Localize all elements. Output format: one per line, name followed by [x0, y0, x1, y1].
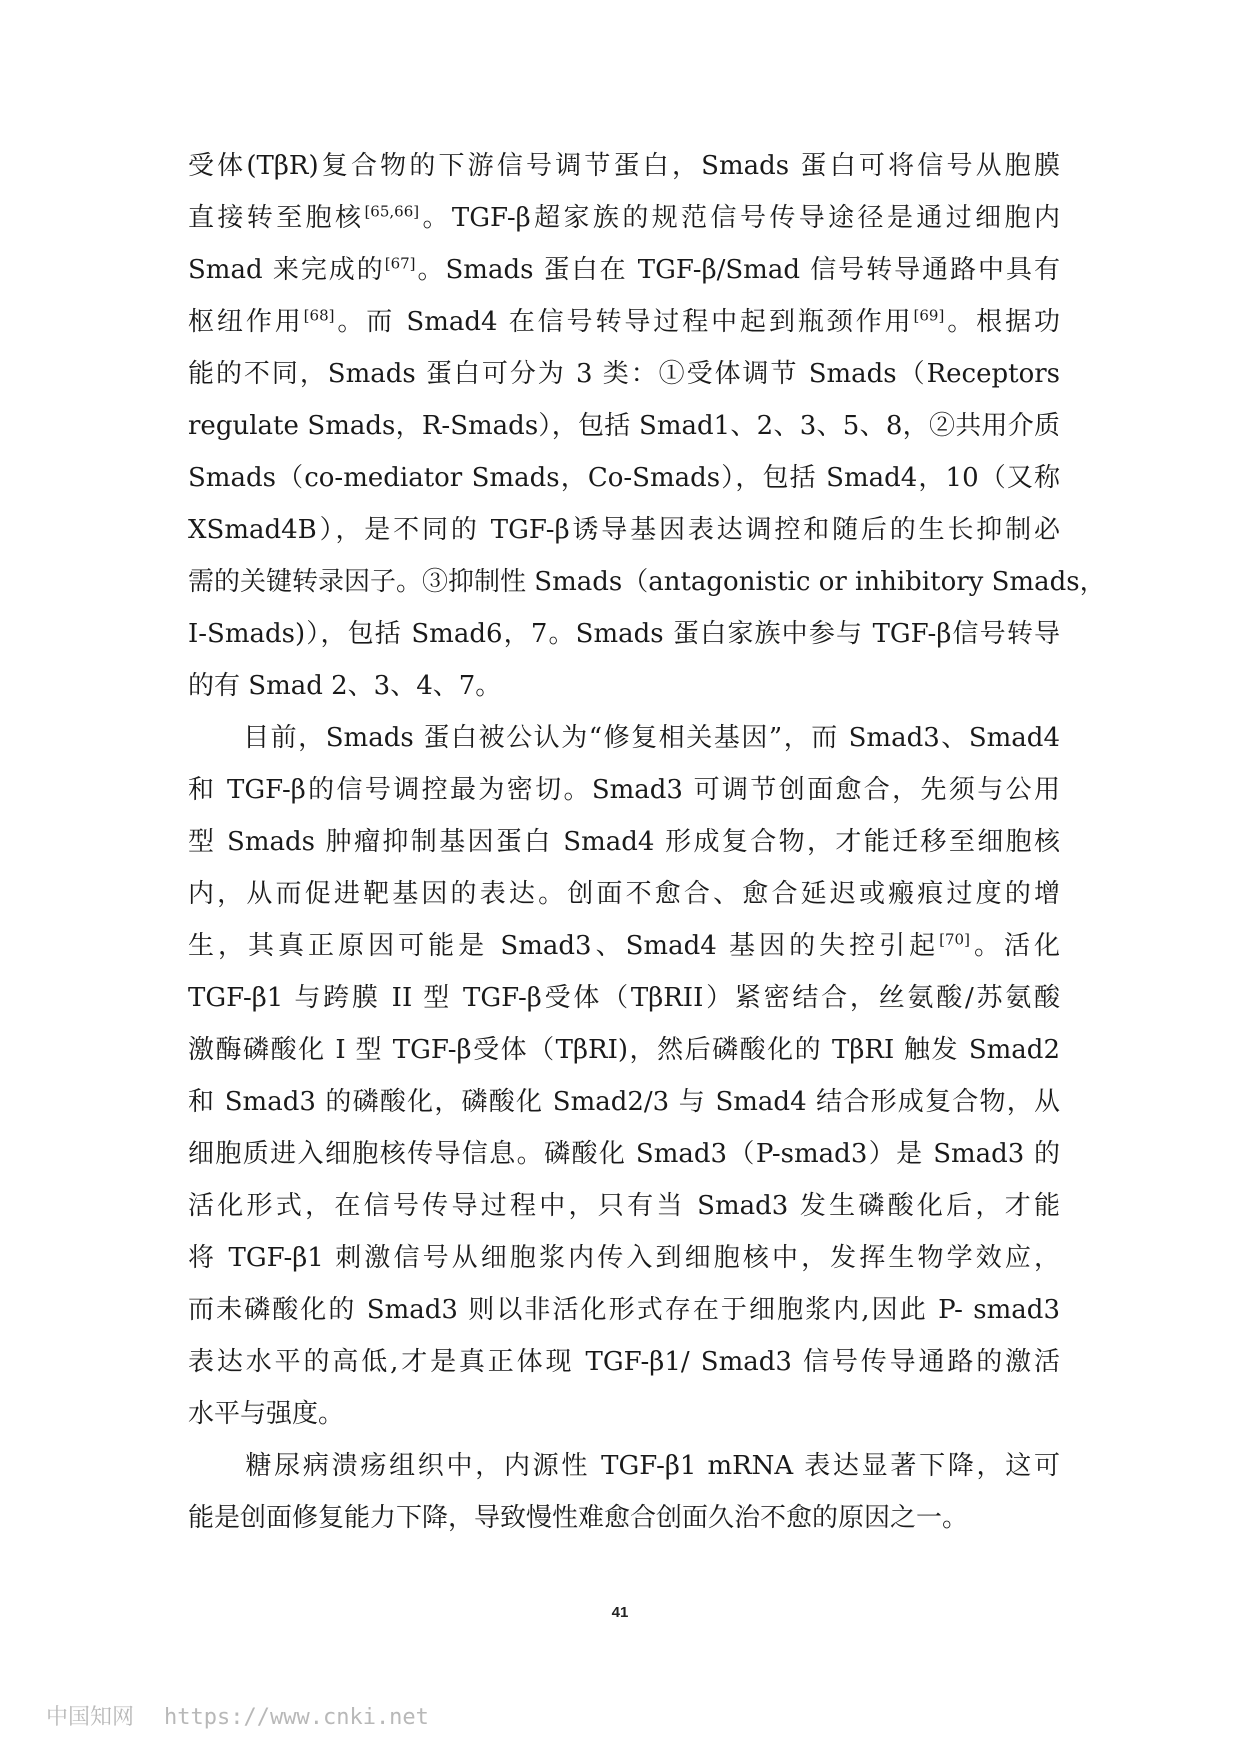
- text-line: 糖尿病溃疡组织中，内源性 TGF-β1 mRNA 表达显著下降，这可: [188, 1451, 1060, 1481]
- text-line: Smads（co-mediator Smads，Co-Smads），包括 Smad4，10（又称: [188, 463, 1060, 493]
- text-line: 型 Smads 肿瘤抑制基因蛋白 Smad4 形成复合物，才能迁移至细胞核: [188, 827, 1060, 857]
- text-line: TGF-β1 与跨膜 II 型 TGF-β受体（TβRII）紧密结合，丝氨酸/苏氨酸: [188, 983, 1060, 1013]
- text-line: 和 Smad3 的磷酸化，磷酸化 Smad2/3 与 Smad4 结合形成复合物，从: [188, 1087, 1060, 1117]
- watermark: [46, 1700, 429, 1731]
- text-line: 水平与强度。: [188, 1399, 345, 1429]
- watermark-url: https://www.cnki.net: [164, 1705, 429, 1730]
- text-line: 和 TGF-β的信号调控最为密切。Smad3 可调节创面愈合，先须与公用: [188, 775, 1060, 805]
- text-line: 枢纽作用[68]。而 Smad4 在信号转导过程中起到瓶颈作用[69]。根据功: [188, 306, 1060, 337]
- text-line: 内，从而促进靶基因的表达。创面不愈合、愈合延迟或瘢痕过度的增: [188, 879, 1060, 909]
- text-line: 表达水平的高低,才是真正体现 TGF-β1/ Smad3 信号传导通路的激活: [188, 1347, 1060, 1377]
- body-text: [188, 140, 1106, 1544]
- text-line: regulate Smads，R-Smads），包括 Smad1、2、3、5、8，②共用介质: [188, 411, 1060, 441]
- text-line: 细胞质进入细胞核传导信息。磷酸化 Smad3（P-smad3）是 Smad3 的: [188, 1139, 1060, 1169]
- page-number: 41: [611, 1604, 629, 1621]
- text-line: 活化形式，在信号传导过程中，只有当 Smad3 发生磷酸化后，才能: [188, 1191, 1060, 1221]
- text-line: 目前，Smads 蛋白被公认为“修复相关基因”，而 Smad3、Smad4: [188, 723, 1060, 753]
- text-line: 而未磷酸化的 Smad3 则以非活化形式存在于细胞浆内,因此 P- smad3: [188, 1295, 1060, 1325]
- text-line: 直接转至胞核[65,66]。TGF-β超家族的规范信号传导途径是通过细胞内: [188, 202, 1060, 233]
- text-line: 的有 Smad 2、3、4、7。: [188, 671, 502, 701]
- text-line: 受体(TβR)复合物的下游信号调节蛋白，Smads 蛋白可将信号从胞膜: [188, 151, 1060, 181]
- text-line: 生，其真正原因可能是 Smad3、Smad4 基因的失控引起[70]。活化: [188, 930, 1060, 961]
- text-line: XSmad4B），是不同的 TGF-β诱导基因表达调控和随后的生长抑制必: [188, 515, 1060, 545]
- text-line: 激酶磷酸化 I 型 TGF-β受体（TβRI)，然后磷酸化的 TβRI 触发 Smad2: [188, 1035, 1060, 1065]
- text-line: 能是创面修复能力下降，导致慢性难愈合创面久治不愈的原因之一。: [188, 1503, 969, 1533]
- text-line: Smad 来完成的[67]。Smads 蛋白在 TGF-β/Smad 信号转导通路中具有: [188, 254, 1060, 285]
- text-line: 能的不同，Smads 蛋白可分为 3 类：①受体调节 Smads（Receptors: [188, 359, 1060, 389]
- text-line: 需的关键转录因子。③抑制性 Smads（antagonistic or inhibitory Smads，: [188, 567, 1106, 597]
- text-line: I-Smads)），包括 Smad6，7。Smads 蛋白家族中参与 TGF-β信号转导: [188, 619, 1060, 649]
- text-line: 将 TGF-β1 刺激信号从细胞浆内传入到细胞核中，发挥生物学效应，: [188, 1243, 1060, 1273]
- watermark-name: 中国知网: [46, 1705, 135, 1730]
